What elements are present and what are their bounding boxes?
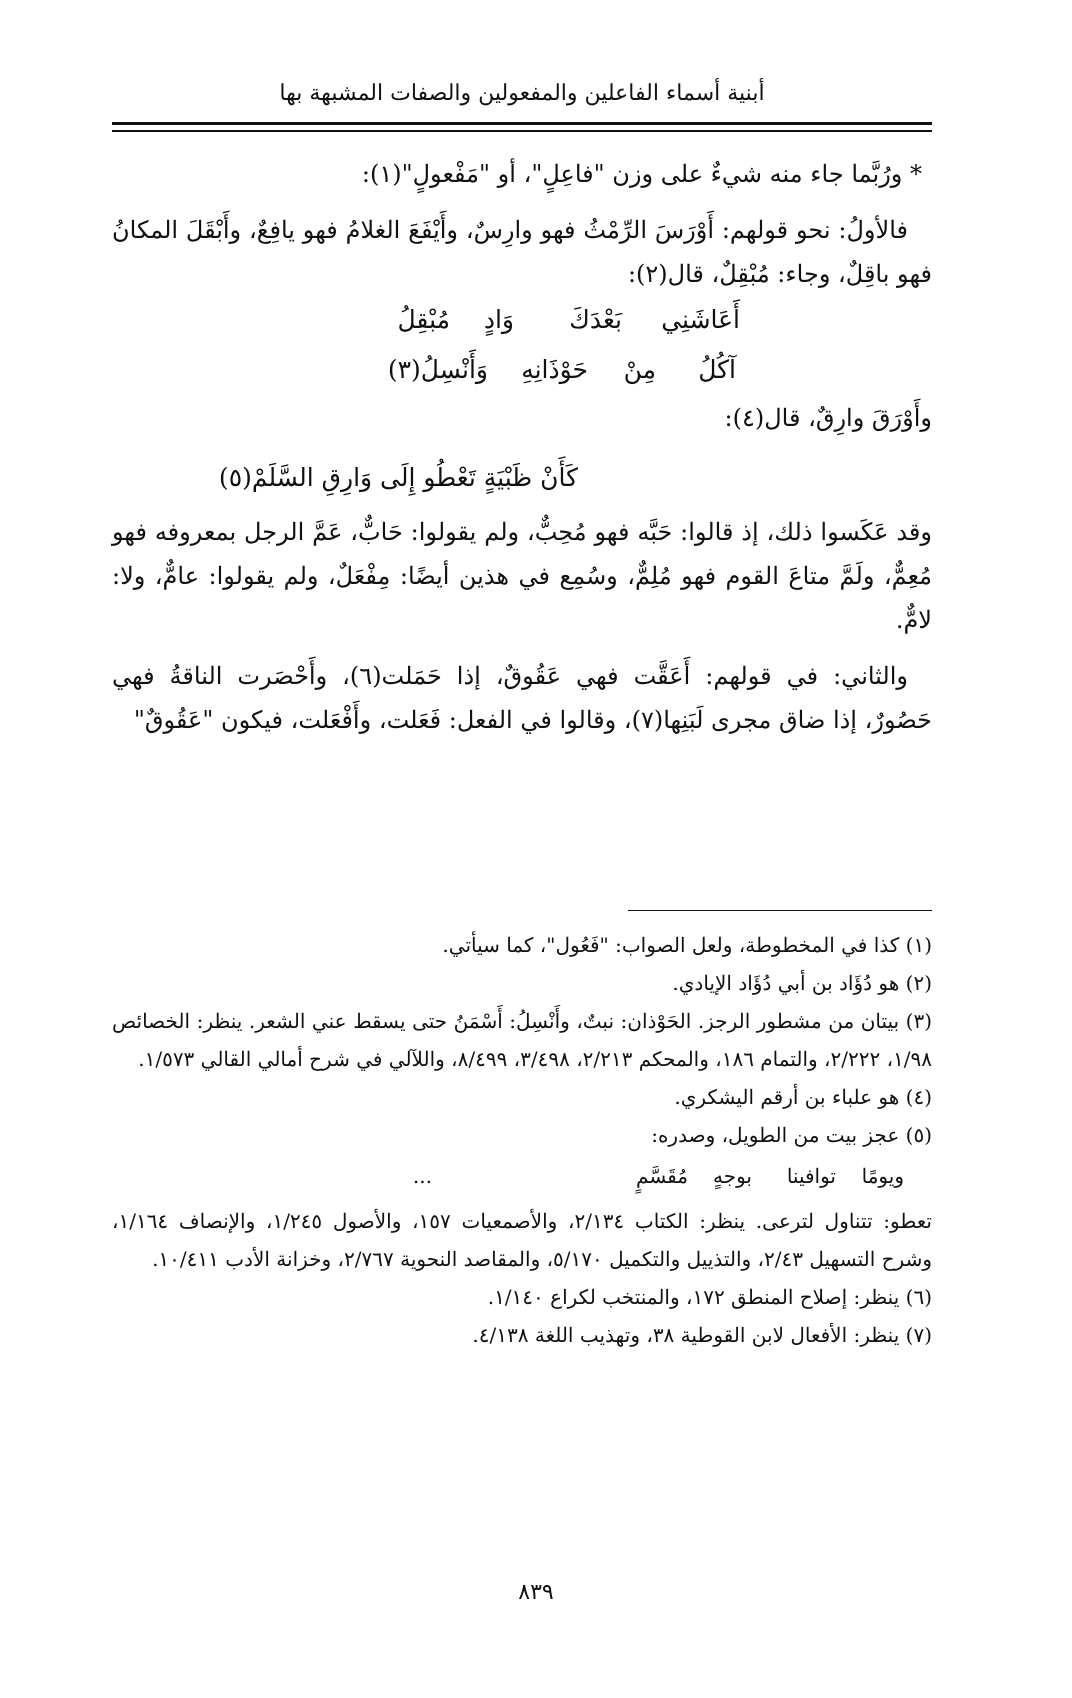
verse-word: مُبْقِلُ — [397, 305, 450, 334]
verse-word: آكُلُ — [698, 355, 736, 384]
running-head: أبنية أسماء الفاعلين والمفعولين والصفات المشبهة بها — [279, 81, 765, 106]
verse-word: بوجهٍ — [713, 1164, 752, 1188]
hemistich — [112, 440, 932, 510]
footnote-5: (٥) عجز بيت من الطويل، وصدره: — [651, 1123, 932, 1147]
footnote-separator — [628, 910, 932, 911]
verse-word: مُقَسَّمٍ — [636, 1164, 688, 1188]
main-text — [112, 152, 932, 742]
verse-word: وَادٍ — [483, 305, 514, 334]
verse-word: أَعَاشَنِي — [661, 305, 740, 334]
header-rule-thick — [112, 122, 932, 125]
header-rule-thin — [112, 130, 932, 132]
footnote-4: (٤) هو علباء بن أرقم اليشكري. — [674, 1085, 932, 1109]
verse-line-2 — [112, 346, 932, 396]
footnotes — [112, 926, 932, 1354]
paragraph-reversal: وقد عَكَسوا ذلك، إذ قالوا: حَبَّه فهو مُحِبٌّ، ولم يقولوا: حَابٌّ، عَمَّ الرجل بمعروفه فهو مُعِمٌّ، ولَمَّ متاعَ القوم فهو مُلِمٌّ، وسُمِع في هذين أيضًا: مِفْعَلٌ، ولم يقولوا: عامٌّ، ولا: لامٌّ. — [112, 518, 932, 634]
verse-ellipsis: ... — [412, 1164, 432, 1188]
footnote-7: (٧) ينظر: الأفعال لابن القوطية ٣٨، وتهذيب اللغة ٤/١٣٨. — [472, 1323, 932, 1347]
footnote-3: (٣) بيتان من مشطور الرجز. الحَوْذان: نبتٌ، وأَنْسِلُ: أَسْمَنُ حتى يسقط عني الشعر. ينظر: الخصائص ١/٩٨، ٢/٢٢٢، والتمام ١٨٦، والمحكم ٢/٢١٣، ٣/٤٩٨، ٨/٤٩٩، واللآلي في شرح أمالي القالي ١/٥٧٣. — [112, 1009, 932, 1071]
verse-line-1 — [112, 296, 932, 346]
verse-word: بَعْدَكَ — [569, 305, 622, 334]
footnote-5-verse — [112, 1154, 932, 1202]
verse-word: توافينا — [786, 1164, 836, 1188]
verse-word: مِنْ — [623, 355, 656, 384]
footnote-1: (١) كذا في المخطوطة، ولعل الصواب: "فَعُول"، كما سيأتي. — [442, 933, 932, 957]
verse-word: حَوْذَانِهِ — [521, 355, 588, 384]
hemistich-text: كَأَنْ ظَبْيَةٍ تَعْطُو إِلَى وَارِقِ السَّلَمْ(٥) — [218, 463, 578, 492]
paragraph-first-type: فالأولُ: نحو قولهم: أَوْرَسَ الرِّمْثُ فهو وارِسٌ، وأَيْفَعَ الغلامُ فهو يافِعٌ، وأَبْقَلَ المكانُ فهو باقِلٌ، وجاء: مُبْقِلٌ، قال(٢): — [112, 216, 932, 288]
footnote-6: (٦) ينظر: إصلاح المنطق ١٧٢، والمنتخب لكراع ١/١٤٠. — [487, 1285, 932, 1309]
footnote-2: (٢) هو دُؤَاد بن أبي دُؤَاد الإيادي. — [672, 971, 932, 995]
footnote-5-continuation: تعطو: تتناول لترعى. ينظر: الكتاب ٢/١٣٤، والأصمعيات ١٥٧، والأصول ١/٢٤٥، والإنصاف ١/١٦٤، وشرح التسهيل ٢/٤٣، والتذييل والتكميل ٥/١٧٠، والمقاصد النحوية ٢/٧٦٧، وخزانة الأدب ١٠/٤١١. — [112, 1209, 932, 1271]
intro-line: * ورُبَّما جاء منه شيءٌ على وزن "فاعِلٍ"، أو "مَفْعولٍ"(١): — [361, 160, 922, 188]
page-number: ٨٣٩ — [518, 1580, 554, 1605]
paragraph-second-type: والثاني: في قولهم: أَعَقَّت فهي عَقُوقٌ، إذا حَمَلت(٦)، وأَحْصَرت الناقةُ فهي حَصُورٌ، إذا ضاق مجرى لَبَنِها(٧)، وقالوا في الفعل: فَعَلت، وأَفْعَلت، فيكون "عَقُوقٌ" — [112, 662, 932, 734]
verse-word: ويومًا — [861, 1164, 904, 1188]
line-warq: وأَوْرَقَ وارِقٌ، قال(٤): — [724, 404, 932, 432]
verse-word: وَأَنْسِلُ(٣) — [387, 355, 488, 384]
